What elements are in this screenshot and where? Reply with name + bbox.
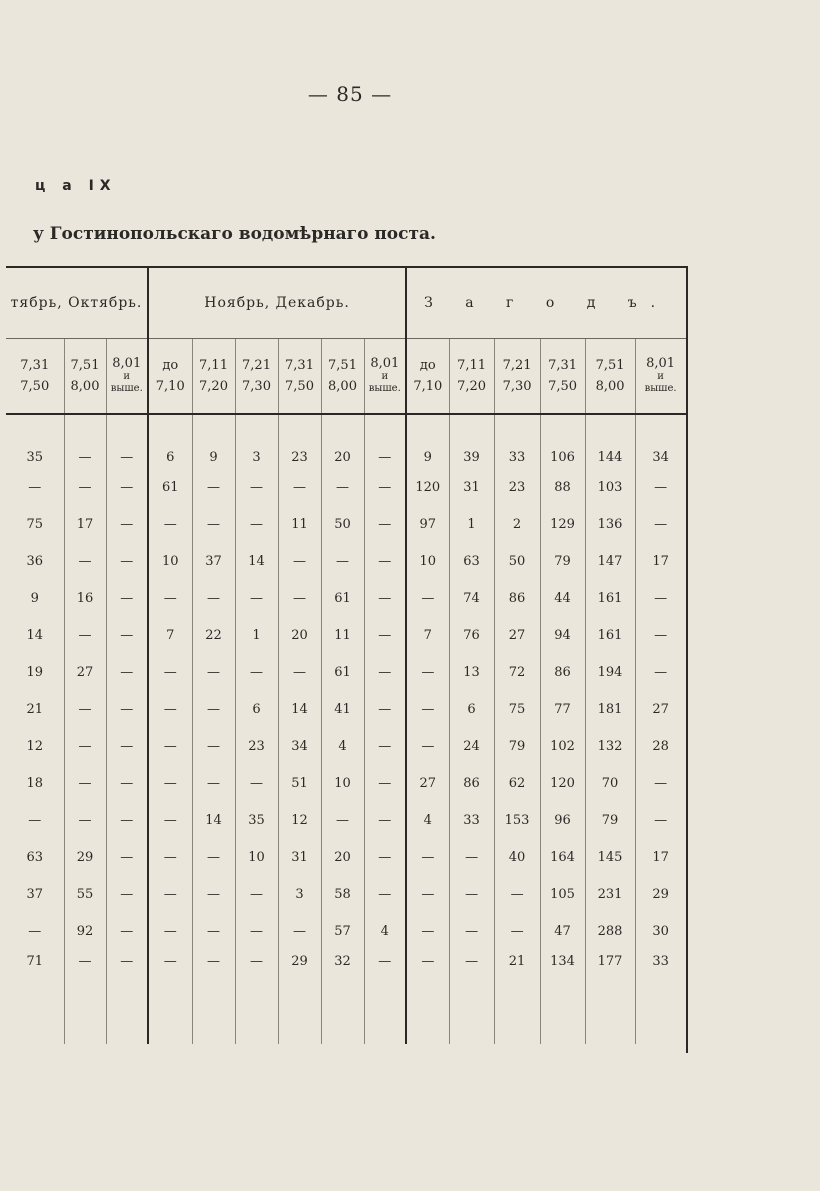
table-cell: —	[364, 839, 406, 876]
column-header-top: 7,11	[199, 358, 228, 373]
table-cell: —	[635, 506, 686, 543]
table-cell: 75	[494, 691, 540, 728]
table-cell: —	[364, 543, 406, 580]
table-cell: —	[106, 414, 148, 469]
table-cell: 50	[321, 506, 364, 543]
table-cell: 23	[494, 469, 540, 506]
table-cell: —	[235, 506, 278, 543]
column-header	[148, 339, 192, 415]
column-header-top: 7,31	[285, 358, 314, 373]
table-right-border	[686, 266, 688, 1053]
table-cell: 33	[635, 950, 686, 1044]
table-cell: 120	[540, 765, 585, 802]
table-cell: 7	[406, 617, 449, 654]
table-cell: 17	[635, 839, 686, 876]
table-cell: 75	[6, 506, 64, 543]
table-cell: —	[148, 950, 192, 1044]
table-row	[6, 506, 686, 543]
table-cell: —	[364, 691, 406, 728]
column-header-top: до	[419, 358, 436, 373]
table-cell: 76	[449, 617, 494, 654]
column-header	[106, 339, 148, 415]
table-cell: —	[364, 506, 406, 543]
table-cell: 21	[6, 691, 64, 728]
table-cell: 231	[585, 876, 635, 913]
group-header-year: З а г о д ъ.	[406, 267, 686, 339]
table-cell: —	[635, 765, 686, 802]
table-cell: —	[64, 691, 106, 728]
table-cell: —	[235, 913, 278, 950]
table-row	[6, 469, 686, 506]
table-cell: 11	[278, 506, 321, 543]
table-cell: —	[64, 802, 106, 839]
column-header-mid: и	[123, 370, 131, 382]
table-cell: —	[148, 802, 192, 839]
table-cell: —	[635, 580, 686, 617]
column-header	[406, 339, 449, 415]
table-row	[6, 950, 686, 1044]
table-cell: —	[192, 506, 235, 543]
table-cell: 63	[449, 543, 494, 580]
table-cell: 28	[635, 728, 686, 765]
column-header-bottom: 7,50	[20, 379, 50, 394]
table-row	[6, 876, 686, 913]
table-cell: —	[6, 469, 64, 506]
table-cell: —	[148, 506, 192, 543]
table-cell: 10	[321, 765, 364, 802]
table-cell: 79	[494, 728, 540, 765]
table-cell: 14	[278, 691, 321, 728]
table-cell: —	[235, 876, 278, 913]
table-cell: —	[148, 580, 192, 617]
table-cell: 18	[6, 765, 64, 802]
table-cell: 132	[585, 728, 635, 765]
column-header-bottom: выше.	[110, 382, 143, 394]
column-header-mid: и	[657, 370, 664, 382]
table-cell: —	[192, 839, 235, 876]
table-title: у Гостинопольскаго водомѣрнаго поста.	[33, 224, 436, 244]
table-cell: 61	[148, 469, 192, 506]
table-cell: —	[192, 728, 235, 765]
group-header-row	[6, 267, 686, 339]
table-cell: 3	[278, 876, 321, 913]
table-cell: —	[192, 765, 235, 802]
table-row	[6, 839, 686, 876]
table-cell: 6	[235, 691, 278, 728]
table-cell: 177	[585, 950, 635, 1044]
table-cell: 14	[235, 543, 278, 580]
table-cell: 3	[235, 414, 278, 469]
column-header	[585, 339, 635, 415]
table-cell: —	[449, 876, 494, 913]
column-header-bottom: 7,50	[285, 379, 314, 394]
group-header-nov-dec: Ноябрь, Декабрь.	[148, 267, 406, 339]
table-cell: 27	[406, 765, 449, 802]
table-cell: 11	[321, 617, 364, 654]
column-header	[321, 339, 364, 415]
table-cell: —	[635, 654, 686, 691]
table-cell: —	[278, 913, 321, 950]
table-cell: —	[148, 765, 192, 802]
table-cell: 27	[64, 654, 106, 691]
table-cell: 164	[540, 839, 585, 876]
table-cell: 23	[235, 728, 278, 765]
table-cell: —	[494, 876, 540, 913]
column-header-top: 7,51	[328, 358, 357, 373]
table-cell: —	[106, 617, 148, 654]
table-cell: 29	[64, 839, 106, 876]
table-cell: —	[64, 950, 106, 1044]
table-cell: 10	[406, 543, 449, 580]
table-cell: 17	[64, 506, 106, 543]
table-cell: —	[406, 728, 449, 765]
column-header-top: 7,11	[457, 358, 487, 373]
table-cell: —	[64, 617, 106, 654]
table-cell: —	[192, 691, 235, 728]
column-header-top: 7,51	[70, 358, 100, 373]
table-cell: 31	[278, 839, 321, 876]
table-cell: 4	[406, 802, 449, 839]
table-row	[6, 617, 686, 654]
table-cell: 50	[494, 543, 540, 580]
table-row	[6, 580, 686, 617]
table-cell: —	[106, 543, 148, 580]
table-row	[6, 802, 686, 839]
table-cell: 145	[585, 839, 635, 876]
table-cell: 14	[192, 802, 235, 839]
table-cell: 55	[64, 876, 106, 913]
table-cell: 34	[278, 728, 321, 765]
table-cell: —	[635, 469, 686, 506]
table-cell: 2	[494, 506, 540, 543]
table-cell: 14	[6, 617, 64, 654]
table-cell: —	[278, 654, 321, 691]
table-cell: —	[364, 580, 406, 617]
table-row	[6, 728, 686, 765]
column-header-bottom: 8,00	[328, 379, 357, 394]
table-cell: —	[192, 950, 235, 1044]
column-header	[192, 339, 235, 415]
table-cell: 58	[321, 876, 364, 913]
table-cell: 61	[321, 654, 364, 691]
table-cell: 6	[449, 691, 494, 728]
table-cell: 77	[540, 691, 585, 728]
table-cell: 37	[6, 876, 64, 913]
table-cell: 106	[540, 414, 585, 469]
column-header-top: 8,01	[370, 355, 400, 371]
table-cell: 71	[6, 950, 64, 1044]
column-header-top: 8,01	[112, 355, 142, 371]
table-cell: 86	[449, 765, 494, 802]
column-header-bottom: 8,00	[595, 379, 625, 394]
table-cell: —	[364, 414, 406, 469]
table-cell: 20	[321, 839, 364, 876]
column-header-bottom: выше.	[368, 382, 401, 394]
table-cell: —	[192, 580, 235, 617]
column-header-bottom: 7,20	[199, 379, 228, 394]
table-cell: 51	[278, 765, 321, 802]
table-cell: 10	[148, 543, 192, 580]
table-cell: 102	[540, 728, 585, 765]
table-cell: 79	[540, 543, 585, 580]
table-cell: 36	[6, 543, 64, 580]
table-cell: 29	[278, 950, 321, 1044]
table-cell: 4	[364, 913, 406, 950]
table-cell: —	[406, 913, 449, 950]
table-cell: 6	[148, 414, 192, 469]
table-cell: 153	[494, 802, 540, 839]
table-cell: —	[406, 839, 449, 876]
table-cell: —	[106, 469, 148, 506]
table-cell: 7	[148, 617, 192, 654]
table-cell: 40	[494, 839, 540, 876]
table-cell: —	[364, 654, 406, 691]
table-cell: 34	[635, 414, 686, 469]
table-cell: —	[406, 654, 449, 691]
table-cell: 22	[192, 617, 235, 654]
table-cell: —	[494, 913, 540, 950]
table-cell: —	[148, 839, 192, 876]
table-cell: —	[278, 580, 321, 617]
table-row	[6, 543, 686, 580]
table-cell: 9	[406, 414, 449, 469]
table-cell: —	[449, 839, 494, 876]
table-cell: —	[64, 728, 106, 765]
table-row	[6, 414, 686, 469]
table-cell: 20	[321, 414, 364, 469]
column-header-bottom: 7,20	[457, 379, 487, 394]
column-header-bottom: 8,00	[70, 379, 100, 394]
table-cell: 136	[585, 506, 635, 543]
table-cell: 21	[494, 950, 540, 1044]
column-header	[364, 339, 406, 415]
table-row	[6, 691, 686, 728]
table-cell: 144	[585, 414, 635, 469]
table-cell: 61	[321, 580, 364, 617]
table-body	[6, 414, 686, 1044]
table-cell: —	[278, 543, 321, 580]
table-cell: 96	[540, 802, 585, 839]
table-cell: —	[635, 802, 686, 839]
table-cell: 134	[540, 950, 585, 1044]
table-cell: 35	[235, 802, 278, 839]
table-cell: 97	[406, 506, 449, 543]
table-cell: 105	[540, 876, 585, 913]
column-header	[540, 339, 585, 415]
column-header-bottom: 7,30	[242, 379, 271, 394]
table-cell: —	[106, 802, 148, 839]
table-cell: 33	[494, 414, 540, 469]
table-cell: 41	[321, 691, 364, 728]
table-cell: 9	[192, 414, 235, 469]
table-cell: 12	[278, 802, 321, 839]
table-cell: 12	[6, 728, 64, 765]
table-cell: 161	[585, 580, 635, 617]
table-cell: 62	[494, 765, 540, 802]
table-cell: 10	[235, 839, 278, 876]
table-cell: 103	[585, 469, 635, 506]
column-header-top: 7,31	[548, 358, 578, 373]
column-header-mid: и	[381, 370, 389, 382]
column-header-bottom: 7,10	[155, 379, 185, 394]
table-cell: 39	[449, 414, 494, 469]
table-cell: 31	[449, 469, 494, 506]
table-cell: 181	[585, 691, 635, 728]
table-cell: 30	[635, 913, 686, 950]
group-header-sept-oct: тябрь, Октябрь.	[6, 267, 148, 339]
page-number: — 85 —	[307, 82, 393, 106]
table-cell: —	[64, 765, 106, 802]
column-header-top: 7,51	[595, 358, 625, 373]
table-cell: —	[106, 839, 148, 876]
table-cell: —	[64, 414, 106, 469]
table-cell: —	[406, 691, 449, 728]
table-cell: —	[364, 950, 406, 1044]
table-cell: —	[235, 469, 278, 506]
table-cell: —	[64, 543, 106, 580]
table-cell: —	[6, 913, 64, 950]
table-cell: —	[235, 580, 278, 617]
table-cell: —	[192, 654, 235, 691]
column-header-top: 7,21	[502, 358, 532, 373]
table-cell: —	[364, 802, 406, 839]
table-cell: 16	[64, 580, 106, 617]
column-header-bottom: 7,30	[502, 379, 532, 394]
table-cell: —	[106, 691, 148, 728]
table-cell: 23	[278, 414, 321, 469]
table-cell: —	[278, 469, 321, 506]
table-cell: 13	[449, 654, 494, 691]
table-cell: 70	[585, 765, 635, 802]
table-cell: —	[106, 913, 148, 950]
table-cell: —	[321, 469, 364, 506]
column-header-top: 7,21	[242, 358, 271, 373]
column-header	[64, 339, 106, 415]
table-cell: 86	[540, 654, 585, 691]
table-cell: 63	[6, 839, 64, 876]
table-cell: —	[406, 580, 449, 617]
table-cell: —	[106, 580, 148, 617]
table-cell: —	[321, 802, 364, 839]
table-cell: —	[192, 876, 235, 913]
table-cell: —	[148, 654, 192, 691]
column-header-bottom: 7,10	[413, 379, 443, 394]
table-cell: —	[235, 765, 278, 802]
table-cell: 24	[449, 728, 494, 765]
table-cell: 129	[540, 506, 585, 543]
table-cell: 44	[540, 580, 585, 617]
column-header-top: 7,31	[20, 358, 50, 373]
table-cell: 120	[406, 469, 449, 506]
table-cell: —	[148, 913, 192, 950]
table-cell: 57	[321, 913, 364, 950]
table-cell: —	[364, 728, 406, 765]
table-cell: —	[449, 913, 494, 950]
table-cell: 194	[585, 654, 635, 691]
table-cell: —	[364, 765, 406, 802]
table-cell: 20	[278, 617, 321, 654]
column-header	[635, 339, 686, 415]
table-cell: —	[106, 506, 148, 543]
table-row	[6, 765, 686, 802]
table-cell: —	[364, 469, 406, 506]
column-header-top: до	[162, 358, 179, 373]
column-header	[449, 339, 494, 415]
data-table	[6, 266, 687, 1044]
table-cell: 29	[635, 876, 686, 913]
table-cell: —	[148, 876, 192, 913]
table-cell: —	[235, 654, 278, 691]
table-cell: 4	[321, 728, 364, 765]
table-cell: —	[192, 469, 235, 506]
column-header	[494, 339, 540, 415]
table-cell: 72	[494, 654, 540, 691]
table-cell: 37	[192, 543, 235, 580]
table-cell: —	[449, 950, 494, 1044]
table-cell: 1	[235, 617, 278, 654]
table-cell: 288	[585, 913, 635, 950]
table-cell: —	[148, 728, 192, 765]
table-cell: 88	[540, 469, 585, 506]
table-cell: 74	[449, 580, 494, 617]
table-cell: 147	[585, 543, 635, 580]
table-cell: 86	[494, 580, 540, 617]
table-cell: —	[192, 913, 235, 950]
table-cell: 94	[540, 617, 585, 654]
table-cell: 32	[321, 950, 364, 1044]
table-row	[6, 913, 686, 950]
column-header	[278, 339, 321, 415]
column-header	[235, 339, 278, 415]
column-header-bottom: выше.	[644, 382, 677, 394]
column-header-row	[6, 339, 686, 415]
table-row	[6, 654, 686, 691]
table-cell: 19	[6, 654, 64, 691]
table-cell: —	[106, 654, 148, 691]
table-cell: —	[106, 765, 148, 802]
table-cell: 9	[6, 580, 64, 617]
table-caption: ц а IX	[35, 178, 117, 194]
table-cell: —	[148, 691, 192, 728]
table-cell: —	[364, 617, 406, 654]
table-cell: 17	[635, 543, 686, 580]
table-cell: —	[106, 876, 148, 913]
table-cell: —	[106, 950, 148, 1044]
table-cell: —	[106, 728, 148, 765]
table-cell: —	[6, 802, 64, 839]
table-cell: 47	[540, 913, 585, 950]
table-cell: —	[64, 469, 106, 506]
table-cell: —	[364, 876, 406, 913]
table-cell: —	[321, 543, 364, 580]
column-header-bottom: 7,50	[548, 379, 578, 394]
table-cell: —	[406, 876, 449, 913]
table-cell: 161	[585, 617, 635, 654]
table-cell: 35	[6, 414, 64, 469]
table-cell: 27	[494, 617, 540, 654]
table-cell: 1	[449, 506, 494, 543]
column-header-top: 8,01	[646, 355, 676, 371]
table-cell: 27	[635, 691, 686, 728]
table-cell: —	[635, 617, 686, 654]
table-cell: —	[406, 950, 449, 1044]
table-cell: 92	[64, 913, 106, 950]
table-cell: —	[235, 950, 278, 1044]
table-cell: 33	[449, 802, 494, 839]
column-header	[6, 339, 64, 415]
table-cell: 79	[585, 802, 635, 839]
